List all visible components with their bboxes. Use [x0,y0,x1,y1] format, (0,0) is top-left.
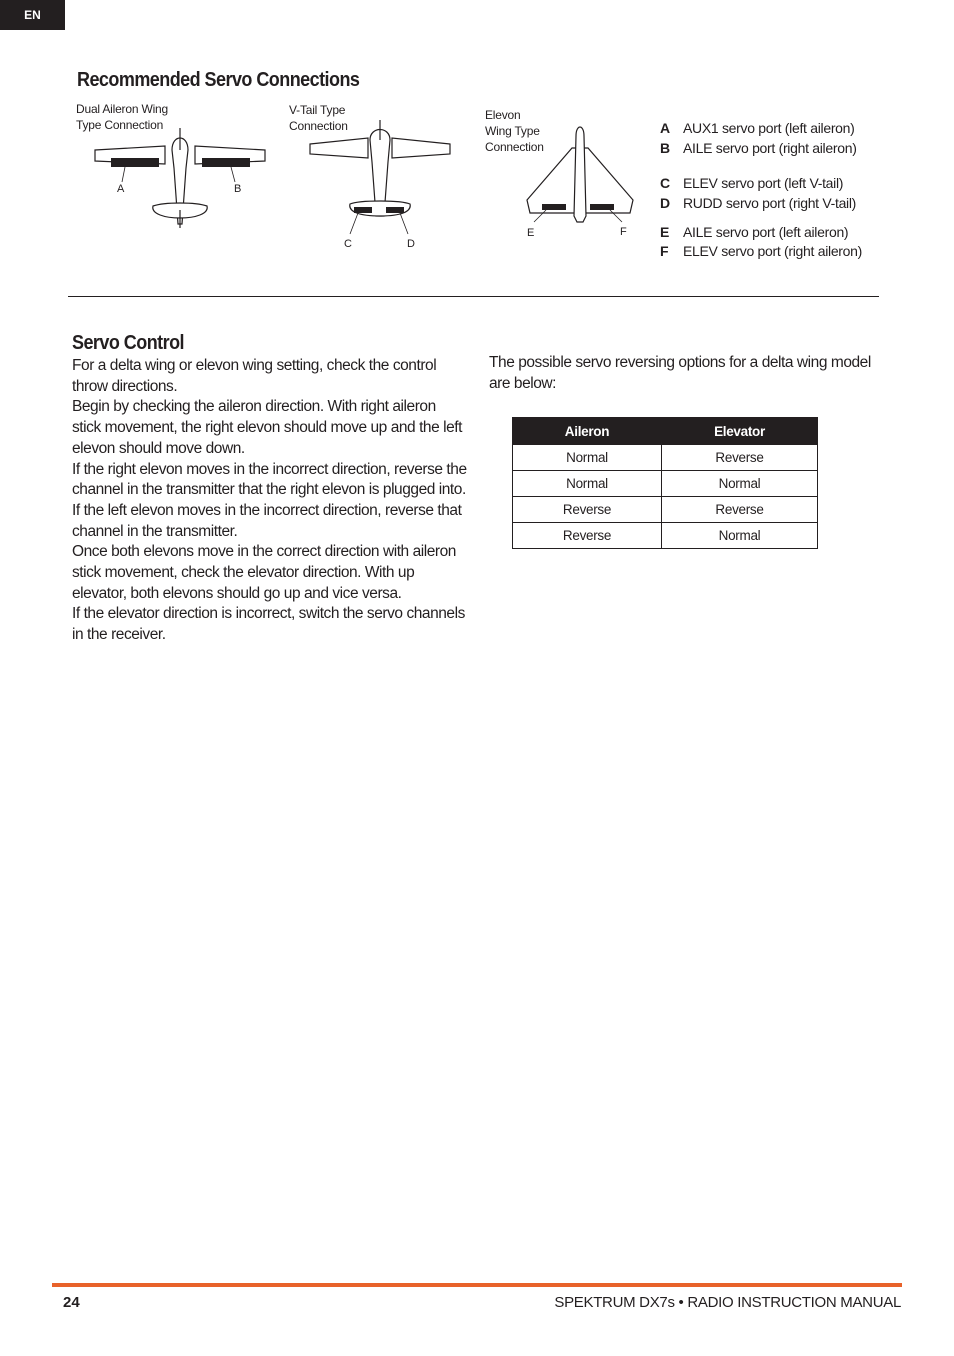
pin-label-d: D [407,238,415,250]
table-row [513,497,818,523]
manual-title: SPEKTRUM DX7s • RADIO INSTRUCTION MANUAL [554,1294,901,1311]
legend-item-f: F ELEV servo port (right aileron) [660,243,863,259]
pin-label-a: A [117,183,125,195]
dual-aileron-wing-airplane-icon [85,128,275,232]
elevon-diagram-label: Elevon Wing Type Connection [485,108,544,154]
table-cell: Normal [662,471,818,497]
column-header-elevator: Elevator [662,418,818,445]
table-cell: Normal [513,445,662,471]
servo-control-heading: Servo Control [72,332,184,354]
table-row [513,471,818,497]
servo-control-body [72,356,467,646]
legend-item-a: A AUX1 servo port (left aileron) [660,120,855,136]
table-cell: Reverse [513,497,662,523]
reversing-options-intro: The possible servo reversing options for a delta wing model are below: [489,354,871,392]
column-header-aileron: Aileron [513,418,662,445]
pin-label-b: B [234,183,242,195]
table-cell: Normal [513,471,662,497]
pin-label-c: C [344,238,352,250]
servo-control-paragraph: If the left elevon moves in the incorrect direction, reverse that channel in the transmitter. [72,501,462,540]
footer-accent-bar [52,1283,902,1287]
servo-control-paragraph: For a delta wing or elevon wing setting, check the control throw directions. [72,357,437,395]
table-header-row [513,418,818,445]
servo-control-paragraph: If the elevator direction is incorrect, switch the servo channels in the receiver. [72,605,465,644]
recommended-servo-connections-heading: Recommended Servo Connections [77,69,360,91]
legend-item-c: C ELEV servo port (left V-tail) [660,175,844,191]
v-tail-airplane-icon [300,118,460,238]
table-row [513,445,818,471]
table-cell: Reverse [513,523,662,549]
language-tab: EN [0,0,65,30]
table-cell: Reverse [662,445,818,471]
pin-label-e: E [527,227,535,239]
page-number: 24 [63,1294,80,1311]
dual-aileron-diagram-label: Dual Aileron Wing Type Connection [76,102,168,132]
legend-item-e: E AILE servo port (left aileron) [660,224,849,240]
elevon-delta-wing-icon [520,118,640,230]
pin-label-f: F [620,226,627,238]
servo-control-paragraph: If the right elevon moves in the incorrect direction, reverse the channel in the transmitter that the right elevon is plugged into. [72,460,467,499]
servo-control-paragraph: Begin by checking the aileron direction. With right aileron stick movement, the right elevon should move up and the left elevon should move down. [72,398,463,457]
table-cell: Reverse [662,497,818,523]
legend-item-d: D RUDD servo port (right V-tail) [660,195,857,211]
section-divider [68,296,879,297]
table-cell: Normal [662,523,818,549]
servo-control-paragraph: Once both elevons move in the correct direction with aileron stick movement, check the elevator direction. With up elevator, both elevons should go up and vice versa. [72,543,456,602]
servo-reversing-table [512,417,818,549]
table-row [513,523,818,549]
v-tail-diagram-label: V-Tail Type Connection [289,103,348,133]
legend-item-b: B AILE servo port (right aileron) [660,140,857,156]
